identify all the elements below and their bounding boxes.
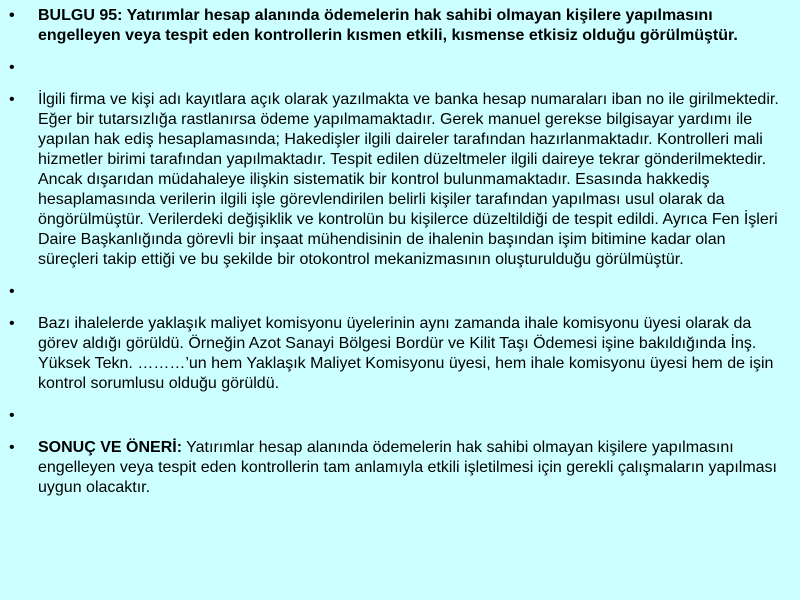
bullet-marker: •	[9, 439, 15, 456]
conclusion-lead: SONUÇ VE ÖNERİ:	[38, 439, 183, 456]
conclusion-text: Yatırımlar hesap alanında ödemelerin hak sahibi olmayan kişilere yapılmasını engelleyen veya tespit eden kontrollerin tam anlamıyla etkili işletilmesi için gerekli çalışmaların yapılması uygun olacaktır.	[38, 439, 777, 496]
spacer	[0, 270, 790, 282]
bullet-list	[0, 6, 790, 498]
bullet-marker: •	[9, 7, 15, 24]
bullet-item-commission	[0, 314, 790, 394]
bullet-marker: •	[9, 91, 15, 108]
bullet-marker: •	[9, 59, 15, 76]
spacer	[0, 426, 790, 438]
bullet-item-finding	[0, 6, 790, 46]
bullet-item-empty	[0, 282, 790, 302]
bullet-item-empty	[0, 406, 790, 426]
bullet-marker: •	[9, 407, 15, 424]
bullet-marker: •	[9, 315, 15, 332]
explanation-text: İlgili firma ve kişi adı kayıtlara açık olarak yazılmakta ve banka hesap numaraları iban no ile girilmektedir. Eğer bir tutarsızlığa rastlanırsa ödeme yapılmamaktadır. Gerek manuel gerekse bilgisayar yardımı ile yapılan hak ediş hesaplamasında; Hakedişler ilgili daireler tarafından hazırlanmaktadır. Kontrolleri mali hizmetler birimi tarafından yapılmaktadır. Tespit edilen düzeltmeler ilgili daireye tekrar gönderilmektedir. Ancak dışarıdan müdahaleye ilişkin sistematik bir kontrol bulunmamaktadır. Esasında hakkediş hesaplamasında verilerin ilgili işle görevlendirilen belirli kişiler tarafından yapılması usul olarak da öngörülmüştür. Verilerdeki değişiklik ve kontrolün bu kişilerce düzeltildiği de tespit edildi. Ayrıca Fen İşleri Daire Başkanlığında görevli bir inşaat mühendisinin de ihalenin başından işim bitimine kadar olan süreçleri takip ettiği ve bu şekilde bir otokontrol mekanizmasının oluşturulduğu görülmüştür.	[38, 91, 779, 268]
bullet-item-explanation	[0, 90, 790, 270]
bullet-item-empty	[0, 58, 790, 78]
spacer	[0, 302, 790, 314]
finding-text: Yatırımlar hesap alanında ödemelerin hak sahibi olmayan kişilere yapılmasını engelleyen veya tespit eden kontrollerin kısmen etkili, kısmense etkisiz olduğu görülmüştür.	[38, 7, 738, 44]
bullet-marker: •	[9, 283, 15, 300]
spacer	[0, 394, 790, 406]
spacer	[0, 46, 790, 58]
bullet-item-conclusion	[0, 438, 790, 498]
finding-lead: BULGU 95:	[38, 7, 123, 24]
spacer	[0, 78, 790, 90]
commission-text: Bazı ihalelerde yaklaşık maliyet komisyonu üyelerinin aynı zamanda ihale komisyonu üyesi olarak da görev aldığı görüldü. Örneğin Azot Sanayi Bölgesi Bordür ve Kilit Taşı Ödemesi işine bakıldığında İnş. Yüksek Tekn. ………’un hem Yaklaşık Maliyet Komisyonu üyesi, hem ihale komisyonu üyesi hem de işin kontrol sorumlusu olduğu görüldü.	[38, 315, 774, 392]
